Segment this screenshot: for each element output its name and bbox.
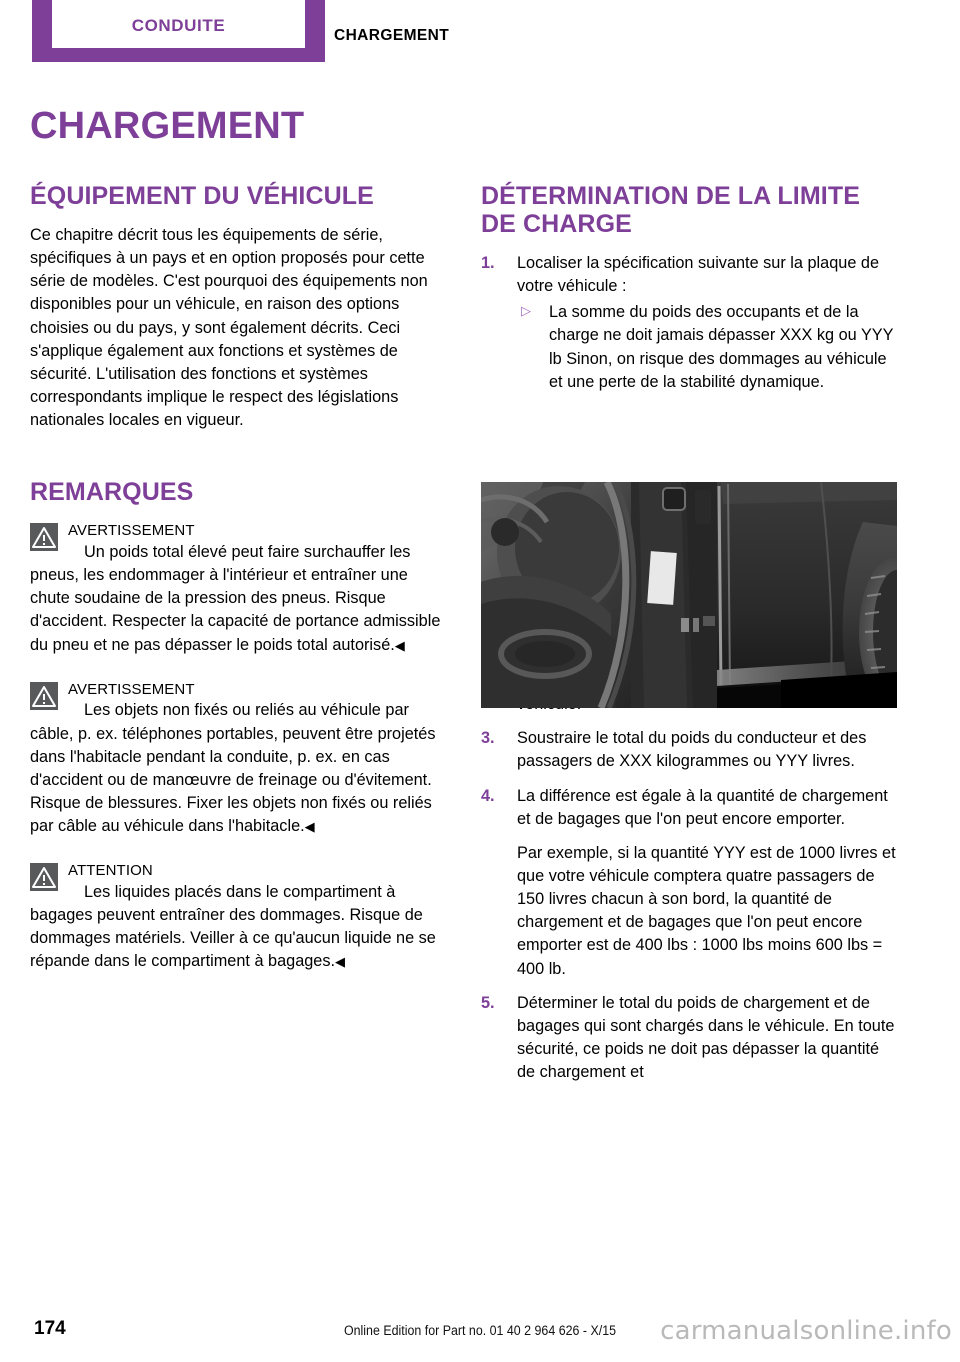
vehicle-door-sill-photo [481,482,897,708]
list-item [481,785,901,981]
triangle-bullet-icon: ▷ [521,303,531,319]
page-title: CHARGEMENT [30,105,305,147]
list-item [481,992,901,1085]
breadcrumb-current-section: CHARGEMENT [334,27,450,44]
load-limit-steps [481,252,901,394]
step-text: Déterminer le total du poids de chargement et de bagages qui sont chargés dans le véhicule. En toute sécurité, ce poids ne doit pas dépasser la quantité de chargement et [517,993,895,1082]
notice-paragraph: Les objets non fixés ou reliés au véhicule par câble, p. ex. téléphones portables, peuvent être projetés dans l'habitacle pendant la conduite, p. ex. en cas d'accident ou de manœuvre de freinage ou d'évitement. Risque de blessures. Fixer les objets non fixés ou reliés par câble au véhicule dans l'habitacle. [30,701,436,836]
notice-paragraph: Les liquides placés dans le compartiment à bagages peuvent entraîner des dommages. Risque de dommages matériels. Veiller à ce qu'aucun liquide ne se répande dans le compartiment à bagages. [30,883,436,971]
step-subbullets [517,301,901,394]
step-text: Soustraire le total du poids du conducteur et des passagers de XXX kilogrammes ou YYY livres. [517,729,867,771]
step-text: La différence est égale à la quantité de chargement et de bagages que l'on peut encore emporter. [517,786,888,828]
notice-endmark: ◀ [394,637,405,653]
load-limit-steps-continued [481,647,901,1084]
chapter-tab[interactable] [52,0,305,48]
notice-block [30,860,450,973]
list-item [517,301,901,394]
edition-note: Online Edition for Part no. 01 40 2 964 626 - X/15 [343,1323,617,1338]
warning-triangle-icon [30,863,58,891]
list-item [481,727,901,773]
step-example-text: Par exemple, si la quantité YYY est de 1000 livres et que votre véhicule comptera quatre passagers de 150 livres chacun à son bord, la quantité de chargement et de bagages que l'on peut encore emporter est de 400 lbs : 1000 lbs moins 600 lbs = 400 lb. [517,843,896,978]
notice-text [30,541,450,657]
warning-triangle-icon [30,523,58,551]
step-number: 3. [481,729,495,748]
subbullet-text: La somme du poids des occupants et de la charge ne doit jamais dépasser XXX kg ou YYY lb Sinon, on risque des dommages au véhicule et une perte de la stabilité dynamique. [549,303,894,391]
step-number: 5. [481,993,495,1012]
warning-triangle-icon [30,682,58,710]
step-number: 4. [481,786,495,805]
step-text: Localiser la spécification suivante sur la plaque de votre véhicule : [517,254,880,296]
notice-label: ATTENTION [68,862,153,880]
step-number: 1. [481,254,495,272]
notice-block [30,520,450,656]
notice-text [30,881,450,974]
notice-text [30,699,450,838]
chapter-tab-label: CONDUITE [131,16,226,35]
site-watermark: carmanualsonline.info [660,1316,952,1346]
notice-paragraph: Un poids total élevé peut faire surchauffer les pneus, les endommager à l'intérieur et entraîner une chute soudaine de la pression des pneus. Risque d'accident. Respecter la capacité de portance admissible du pneu et ne pas dépasser le poids total autorisé. [30,543,441,654]
section-heading-remarks: REMARQUES [30,478,194,507]
section-heading-equipment: ÉQUIPEMENT DU VÉHICULE [30,182,374,210]
notice-label: AVERTISSEMENT [68,680,195,698]
notice-endmark: ◀ [304,819,315,835]
notice-block [30,679,450,839]
notice-label: AVERTISSEMENT [68,522,195,540]
section-heading-load-limit: DÉTERMINATION DE LA LIMITE DE CHARGE [481,182,860,238]
notice-endmark: ◀ [335,954,346,970]
page-header [0,0,960,72]
page-number: 174 [34,1318,66,1339]
list-item [481,252,901,394]
left-column [30,182,450,974]
equipment-paragraph: Ce chapitre décrit tous les équipements de série, spécifiques à un pays et en option proposés pour cette série de modèles. C'est pourquoi des équipements non disponibles pour un véhicule, en raison des options choisies ou du pays, y sont également décrits. Ceci s'applique également aux fonctions et systèmes de sécurité. L'utilisation des fonctions et systèmes correspondants implique le respect des législations nationales locales en vigueur. [30,226,428,430]
